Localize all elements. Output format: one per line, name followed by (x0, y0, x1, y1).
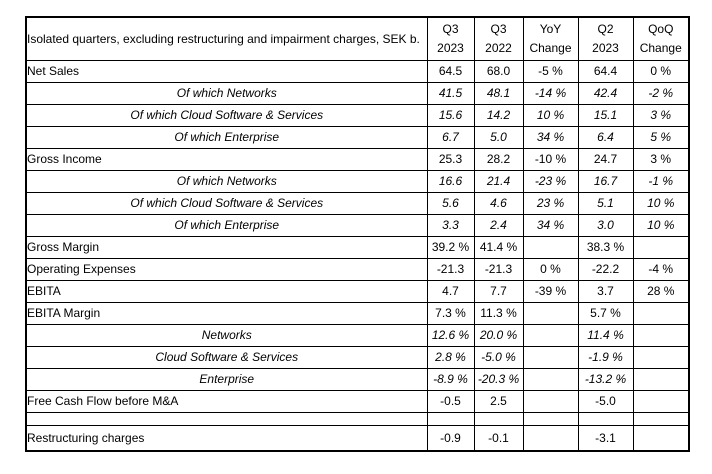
value-cell: 34 % (523, 214, 578, 236)
table-row (26, 104, 689, 126)
col-header-line: 2023 (592, 40, 619, 55)
value-cell: 15.6 (427, 104, 474, 126)
value-cell (427, 412, 474, 425)
row-label: Operating Expenses (26, 258, 427, 280)
table-row (26, 236, 689, 258)
value-cell: 16.6 (427, 170, 474, 192)
value-cell: 15.1 (578, 104, 633, 126)
value-cell (633, 236, 689, 258)
value-cell: 10 % (633, 214, 689, 236)
value-cell (633, 412, 689, 425)
row-label: Networks (26, 324, 427, 346)
value-cell: 11.4 % (578, 324, 633, 346)
value-cell: 7.3 % (427, 302, 474, 324)
header-row (26, 17, 689, 60)
value-cell: 34 % (523, 126, 578, 148)
value-cell: 5.7 % (578, 302, 633, 324)
value-cell (523, 412, 578, 425)
col-header-line: 2022 (485, 40, 512, 55)
table-row (26, 148, 689, 170)
value-cell (523, 368, 578, 390)
value-cell: -13.2 % (578, 368, 633, 390)
value-cell: 2.4 (474, 214, 523, 236)
value-cell: -0.9 (427, 425, 474, 451)
row-label: EBITA Margin (26, 302, 427, 324)
row-label: Of which Cloud Software & Services (26, 104, 427, 126)
col-header-q3-2022 (474, 17, 523, 60)
value-cell (633, 425, 689, 451)
value-cell: -21.3 (427, 258, 474, 280)
value-cell: 23 % (523, 192, 578, 214)
row-label: Free Cash Flow before M&A (26, 390, 427, 412)
value-cell: 6.7 (427, 126, 474, 148)
col-header-line: 2023 (437, 40, 464, 55)
value-cell: 0 % (633, 60, 689, 82)
table-row (26, 126, 689, 148)
table-row (26, 280, 689, 302)
table-row (26, 214, 689, 236)
value-cell (578, 412, 633, 425)
value-cell: 2.8 % (427, 346, 474, 368)
value-cell (633, 324, 689, 346)
col-header-q3-2023 (427, 17, 474, 60)
row-label: Of which Enterprise (26, 214, 427, 236)
table-row (26, 368, 689, 390)
row-label: Of which Networks (26, 170, 427, 192)
value-cell: -5.0 % (474, 346, 523, 368)
col-header-line: Change (529, 40, 572, 55)
value-cell: 20.0 % (474, 324, 523, 346)
table-row (26, 170, 689, 192)
value-cell: 3.7 (578, 280, 633, 302)
table-row (26, 192, 689, 214)
value-cell: 28.2 (474, 148, 523, 170)
value-cell: 38.3 % (578, 236, 633, 258)
value-cell: 5 % (633, 126, 689, 148)
value-cell (633, 302, 689, 324)
col-header-q2-2023 (578, 17, 633, 60)
value-cell: -22.2 (578, 258, 633, 280)
value-cell: 24.7 (578, 148, 633, 170)
financial-results-table (25, 16, 690, 452)
value-cell: -23 % (523, 170, 578, 192)
value-cell: 42.4 (578, 82, 633, 104)
value-cell: 5.0 (474, 126, 523, 148)
row-label: Net Sales (26, 60, 427, 82)
col-header-line: Q3 (442, 21, 459, 36)
value-cell: -0.5 (427, 390, 474, 412)
col-header-qoq-change (633, 17, 689, 60)
value-cell (633, 390, 689, 412)
value-cell: 0 % (523, 258, 578, 280)
value-cell: 3 % (633, 104, 689, 126)
value-cell: 25.3 (427, 148, 474, 170)
value-cell: 6.4 (578, 126, 633, 148)
value-cell (474, 412, 523, 425)
col-header-line: Change (639, 40, 682, 55)
value-cell: 3.3 (427, 214, 474, 236)
value-cell: 4.7 (427, 280, 474, 302)
value-cell: 48.1 (474, 82, 523, 104)
value-cell: 39.2 % (427, 236, 474, 258)
value-cell: -39 % (523, 280, 578, 302)
spacer-row (26, 412, 689, 425)
value-cell: 3.0 (578, 214, 633, 236)
value-cell: 14.2 (474, 104, 523, 126)
value-cell (633, 346, 689, 368)
value-cell: 10 % (633, 192, 689, 214)
table-body (26, 60, 689, 451)
value-cell: 10 % (523, 104, 578, 126)
row-label: Cloud Software & Services (26, 346, 427, 368)
value-cell (523, 346, 578, 368)
value-cell: 5.1 (578, 192, 633, 214)
row-label (26, 412, 427, 425)
value-cell: -20.3 % (474, 368, 523, 390)
value-cell: -0.1 (474, 425, 523, 451)
value-cell: 64.5 (427, 60, 474, 82)
row-label: Restructuring charges (26, 425, 427, 451)
table-row (26, 324, 689, 346)
value-cell: 3 % (633, 148, 689, 170)
row-label: Of which Networks (26, 82, 427, 104)
value-cell: 28 % (633, 280, 689, 302)
value-cell: -2 % (633, 82, 689, 104)
value-cell (523, 236, 578, 258)
table-row (26, 60, 689, 82)
table-row (26, 425, 689, 451)
row-label: Of which Cloud Software & Services (26, 192, 427, 214)
row-label: Of which Enterprise (26, 126, 427, 148)
value-cell: 2.5 (474, 390, 523, 412)
value-cell: -5 % (523, 60, 578, 82)
value-cell (523, 302, 578, 324)
value-cell: 21.4 (474, 170, 523, 192)
col-header-line: Q3 (490, 21, 507, 36)
value-cell: -21.3 (474, 258, 523, 280)
row-label: Gross Margin (26, 236, 427, 258)
value-cell: 4.6 (474, 192, 523, 214)
value-cell: -3.1 (578, 425, 633, 451)
col-header-yoy-change (523, 17, 578, 60)
value-cell: 5.6 (427, 192, 474, 214)
value-cell: 12.6 % (427, 324, 474, 346)
table-row (26, 390, 689, 412)
value-cell: 7.7 (474, 280, 523, 302)
value-cell: -5.0 (578, 390, 633, 412)
value-cell (523, 425, 578, 451)
table-row (26, 302, 689, 324)
col-header-line: Q2 (597, 21, 614, 36)
value-cell: 41.4 % (474, 236, 523, 258)
value-cell: 68.0 (474, 60, 523, 82)
value-cell (633, 368, 689, 390)
row-label: Gross Income (26, 148, 427, 170)
value-cell: -10 % (523, 148, 578, 170)
value-cell: -1.9 % (578, 346, 633, 368)
value-cell (523, 390, 578, 412)
row-label: Enterprise (26, 368, 427, 390)
value-cell: 41.5 (427, 82, 474, 104)
table-row (26, 346, 689, 368)
value-cell: 11.3 % (474, 302, 523, 324)
table-row (26, 82, 689, 104)
col-header-line: YoY (539, 21, 562, 36)
value-cell: -1 % (633, 170, 689, 192)
value-cell: -8.9 % (427, 368, 474, 390)
value-cell: 64.4 (578, 60, 633, 82)
value-cell: 16.7 (578, 170, 633, 192)
value-cell (523, 324, 578, 346)
row-label: EBITA (26, 280, 427, 302)
table-title: Isolated quarters, excluding restructuring and impairment charges, SEK b. (26, 17, 427, 60)
table-row (26, 258, 689, 280)
col-header-line: QoQ (648, 21, 674, 36)
value-cell: -4 % (633, 258, 689, 280)
value-cell: -14 % (523, 82, 578, 104)
